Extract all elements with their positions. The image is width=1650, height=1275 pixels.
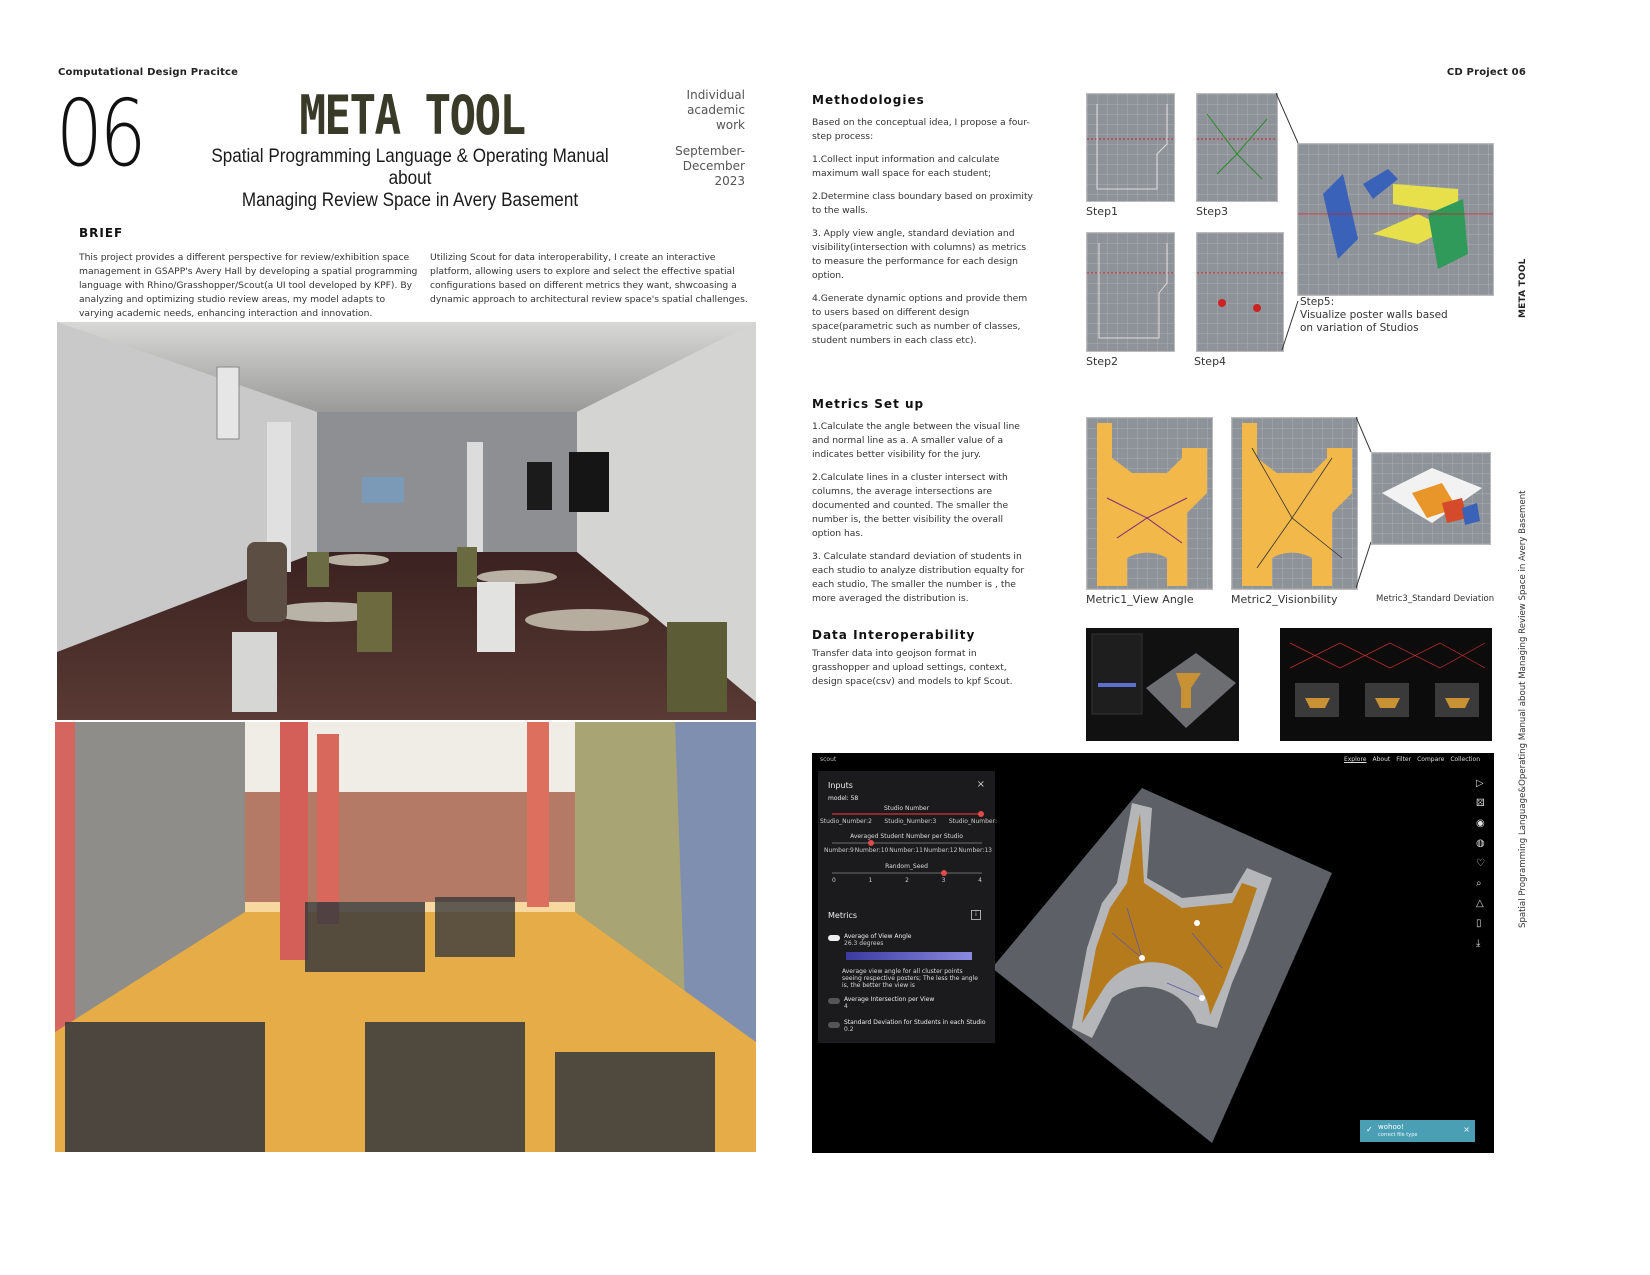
slider-2-thumb[interactable] — [868, 840, 874, 846]
metric-item-1-value: 26.3 degrees — [844, 940, 884, 947]
method-para-2: 2.Determine class boundary based on proximity to the walls. — [812, 191, 1033, 216]
metric1-diagram — [1086, 417, 1213, 590]
dice-icon[interactable]: ⚄ — [1476, 798, 1485, 809]
metric3-diagram — [1371, 452, 1491, 545]
metrics-panel-title: Metrics — [828, 911, 858, 920]
subtitle-line-2: Managing Review Space in Avery Basement — [241, 190, 579, 211]
heart-icon[interactable]: ♡ — [1476, 858, 1485, 869]
check-icon: ✓ — [1366, 1125, 1373, 1134]
slider-3-tick-0: 0 — [832, 877, 836, 884]
scout-toolbar — [1476, 778, 1485, 949]
scout-ui — [812, 753, 1494, 1153]
slider-3-tick-3: 3 — [941, 877, 946, 884]
brief-heading: BRIEF — [79, 226, 124, 240]
step5-illustration — [1298, 144, 1493, 295]
metric-item-2-value: 4 — [844, 1003, 848, 1010]
slider-2-tick-0: Number:9 — [824, 847, 854, 854]
scout-logo: scout — [820, 756, 837, 763]
inputs-title: Inputs — [828, 781, 853, 790]
metric1-caption: Metric1_View Angle — [1086, 593, 1194, 606]
work-type-line-2: academic — [687, 103, 745, 117]
metric-description: Average view angle for all cluster points seeing respective posters; The less the angle is, the better the view is — [842, 968, 978, 989]
brief-col-1: This project provides a different perspective for review/exhibition space management in GSAPP's Avery Hall by developing a spatial programming language with Rhino/Grasshopper/Scout(a UI tool developed by KPF). By analyzing and optimizing studio review areas, my model adapts to varying academic needs, enhancing interaction and innovation. — [79, 252, 418, 319]
method-para-0: Based on the conceptual idea, I propose a four-step process: — [812, 117, 1030, 142]
date-line-2: December — [682, 159, 745, 173]
metrics-text — [812, 420, 1034, 615]
step3-illustration — [1197, 94, 1277, 201]
step2-diagram — [1086, 232, 1175, 352]
interop-text: Transfer data into geojson format in grasshopper and upload settings, context, design space(csv) and models to kpf Scout. — [812, 648, 1013, 687]
step4-diagram — [1196, 232, 1284, 352]
step1-illustration — [1087, 94, 1174, 201]
slider-2-track[interactable] — [832, 842, 982, 844]
metric2-illustration — [1232, 418, 1357, 589]
metric3-caption: Metric3_Standard Deviation — [1376, 594, 1495, 604]
scout-thumb-1-illustration — [1086, 628, 1239, 741]
review-space-render-illustration — [55, 722, 756, 1152]
toast-subtitle: correct file type — [1378, 1132, 1418, 1138]
slider-3-thumb[interactable] — [941, 870, 947, 876]
slider-3-tick-4: 4 — [978, 877, 982, 884]
date-line-1: September- — [675, 144, 745, 158]
toast-notification — [1360, 1120, 1475, 1142]
slider-1-tick-0: Studio_Number:2 — [820, 818, 872, 825]
work-type-line-1: Individual — [686, 88, 745, 102]
model-label: model: 58 — [828, 795, 859, 802]
slider-1-tick-2: Studio_Number: — [948, 818, 997, 825]
work-date — [650, 144, 745, 189]
scout-thumb-1 — [1086, 628, 1239, 741]
nav-compare[interactable]: Compare — [1417, 756, 1445, 763]
scout-inputs-panel — [818, 771, 995, 1043]
step5-diagram — [1297, 143, 1494, 296]
metrics-para-2: 3. Calculate standard deviation of students in each studio to analyze distribution equalty for each studio, The smaller the number is , the more averaged the distribution is. — [812, 551, 1025, 604]
scout-thumb-2-illustration — [1280, 628, 1492, 741]
slider-3-ticks — [832, 877, 982, 884]
step1-diagram — [1086, 93, 1175, 202]
step5-label: Step5: — [1300, 296, 1335, 308]
metric-toggle-2[interactable] — [828, 998, 840, 1004]
bookmark-icon[interactable]: ▯ — [1476, 918, 1482, 929]
date-line-3: 2023 — [714, 174, 745, 188]
metric-item-1-name: Average of View Angle — [844, 933, 912, 940]
slider-2-tick-2: Number:11 — [889, 847, 923, 854]
metric3-illustration — [1372, 453, 1490, 544]
slider-3-tick-1: 1 — [868, 877, 873, 884]
method-para-3: 3. Apply view angle, standard deviation and visibility(intersection with columns) as metrics to measure the performance for each design option. — [812, 228, 1027, 281]
step2-illustration — [1087, 233, 1174, 351]
slider-3-label: Random_Seed — [885, 863, 928, 870]
slider-3-track[interactable] — [832, 872, 982, 874]
project-label: CD Project 06 — [1446, 67, 1526, 78]
work-type-line-3: work — [715, 118, 745, 132]
slider-1-track[interactable] — [832, 813, 982, 815]
basement-photo — [57, 322, 756, 720]
slider-2-tick-3: Number:12 — [923, 847, 958, 854]
work-type — [650, 88, 745, 133]
slider-3-tick-2: 2 — [905, 877, 909, 884]
project-title: META TOOL — [299, 84, 525, 147]
step5-text: Visualize poster walls based on variation of Studios — [1300, 309, 1448, 334]
metric-toggle-1[interactable] — [828, 935, 840, 941]
toast-close-icon[interactable]: × — [1463, 1125, 1470, 1134]
step4-caption: Step4 — [1194, 355, 1227, 368]
metric-item-3-name: Standard Deviation for Students in each Studio — [844, 1019, 986, 1026]
slider-1-label: Studio Number — [883, 805, 930, 812]
metric2-diagram — [1231, 417, 1358, 590]
warning-icon[interactable]: △ — [1476, 898, 1484, 909]
metric2-caption: Metric2_Visionbility — [1231, 593, 1338, 606]
slider-1-thumb[interactable] — [978, 811, 984, 817]
step3-diagram — [1196, 93, 1278, 202]
interop-heading: Data Interoperability — [812, 628, 976, 642]
slider-2-tick-4: Number:13 — [958, 847, 992, 854]
step5-caption — [1300, 296, 1460, 335]
metric1-illustration — [1087, 418, 1212, 589]
search-icon[interactable]: ⌕ — [1476, 878, 1482, 889]
brief-col-2: Utilizing Scout for data interoperability, I create an interactive platform, allowing users to explore and select the effective spatial configurations based on different metrics they want, shwcoasing a dynamic approach to architectural review space's spatial challenges. — [430, 252, 748, 305]
close-icon[interactable]: × — [976, 779, 985, 790]
nav-filter[interactable]: Filter — [1396, 756, 1412, 763]
slider-2-ticks — [824, 847, 992, 854]
side-long-title: Spatial Programming Language&Operating Manual about Managing Review Space in Avery Basement — [1518, 490, 1528, 928]
metrics-heading: Metrics Set up — [812, 397, 925, 411]
step1-caption: Step1 — [1086, 205, 1119, 218]
palette-icon[interactable]: ◍ — [1476, 838, 1485, 849]
basement-photo-illustration — [57, 322, 756, 720]
slider-1-ticks — [820, 818, 997, 825]
metric-item-3-value: 0.2 — [844, 1026, 854, 1033]
side-title: META TOOL — [1518, 258, 1528, 318]
step4-illustration — [1197, 233, 1283, 351]
method-para-4: 4.Generate dynamic options and provide them to users based on different design space(parametric such as number of classes, student numbers in each class etc). — [812, 293, 1028, 346]
step3-caption: Step3 — [1196, 205, 1229, 218]
step2-caption: Step2 — [1086, 355, 1119, 368]
project-subtitle — [203, 146, 617, 212]
nav-explore[interactable]: Explore — [1343, 756, 1367, 763]
scout-thumb-2 — [1280, 628, 1492, 741]
scout-nav — [1344, 756, 1480, 763]
subtitle-line-1: Spatial Programming Language & Operating Manual about — [211, 146, 609, 189]
review-space-render — [55, 722, 756, 1152]
methodologies-heading: Methodologies — [812, 93, 925, 107]
metrics-para-1: 2.Calculate lines in a cluster intersect with columns, the average intersections are documented and counted. The smaller the number is, the better visibility the overall option has. — [812, 472, 1009, 539]
metric-gradient-bar — [846, 952, 972, 960]
play-icon[interactable]: ▷ — [1476, 778, 1484, 789]
practice-label: Computational Design Pracitce — [58, 67, 239, 78]
download-icon[interactable]: ⤓ — [1476, 938, 1481, 949]
metrics-para-0: 1.Calculate the angle between the visual line and normal line as a. A smaller value of a indicates better visibility for the jury. — [812, 421, 1020, 460]
toast-title: wohoo! — [1378, 1123, 1404, 1131]
slider-1-tick-1: Studio_Number:3 — [884, 818, 937, 825]
metric-item-2-name: Average Intersection per View — [844, 996, 935, 1003]
scout-3d-model[interactable] — [992, 783, 1352, 1148]
slider-2-tick-1: Number:10 — [854, 847, 889, 854]
nav-collection[interactable]: Collection — [1450, 756, 1480, 763]
eye-icon[interactable]: ◉ — [1476, 818, 1485, 829]
info-icon[interactable]: i — [971, 910, 981, 920]
metric-toggle-3[interactable] — [828, 1022, 840, 1028]
methodologies-text — [812, 116, 1034, 357]
method-para-1: 1.Collect input information and calculate maximum wall space for each student; — [812, 154, 1000, 179]
project-number: 06 — [56, 80, 144, 187]
nav-about[interactable]: About — [1372, 756, 1391, 763]
slider-2-label: Averaged Student Number per Studio — [850, 833, 963, 840]
